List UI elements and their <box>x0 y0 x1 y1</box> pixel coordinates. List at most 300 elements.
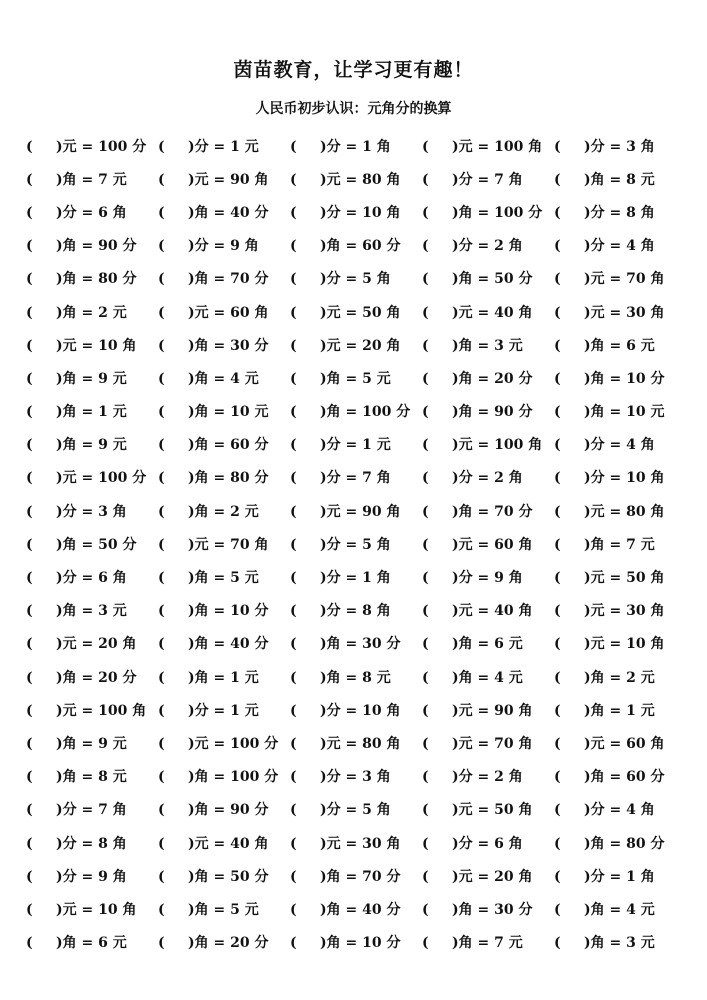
exercise-item <box>554 467 691 487</box>
answer-blank[interactable]: ( ) <box>26 337 63 354</box>
answer-blank[interactable]: ( ) <box>554 271 591 288</box>
answer-blank[interactable]: ( ) <box>422 802 459 819</box>
conversion-text: 分 = 1 角 <box>326 138 391 155</box>
answer-blank[interactable]: ( ) <box>422 337 459 354</box>
answer-blank[interactable]: ( ) <box>290 769 327 786</box>
answer-blank[interactable]: ( ) <box>26 138 63 155</box>
conversion-text: 分 = 7 角 <box>326 470 391 487</box>
exercise-item <box>290 302 422 322</box>
answer-blank[interactable]: ( ) <box>26 304 63 321</box>
conversion-text: 元 = 20 角 <box>62 636 137 653</box>
exercise-item <box>158 567 290 587</box>
answer-blank[interactable]: ( ) <box>422 204 459 221</box>
answer-blank[interactable]: ( ) <box>422 769 459 786</box>
answer-blank[interactable]: ( ) <box>290 503 327 520</box>
answer-blank[interactable]: ( ) <box>26 271 63 288</box>
exercise-item <box>290 534 422 554</box>
answer-blank[interactable]: ( ) <box>554 437 591 454</box>
exercise-item <box>290 169 422 189</box>
answer-blank[interactable]: ( ) <box>290 204 327 221</box>
answer-blank[interactable]: ( ) <box>554 370 591 387</box>
answer-blank[interactable]: ( ) <box>158 171 195 188</box>
exercise-row <box>26 627 691 660</box>
answer-blank[interactable]: ( ) <box>422 835 459 852</box>
conversion-text: 元 = 40 角 <box>194 835 269 852</box>
answer-blank[interactable]: ( ) <box>290 835 327 852</box>
answer-blank[interactable]: ( ) <box>26 437 63 454</box>
answer-blank[interactable]: ( ) <box>26 835 63 852</box>
answer-blank[interactable]: ( ) <box>290 603 327 620</box>
conversion-text: 分 = 5 角 <box>326 536 391 553</box>
answer-blank[interactable]: ( ) <box>158 901 195 918</box>
conversion-text: 分 = 10 角 <box>326 702 401 719</box>
answer-blank[interactable]: ( ) <box>290 238 327 255</box>
conversion-text: 分 = 10 角 <box>590 470 665 487</box>
answer-blank[interactable]: ( ) <box>158 702 195 719</box>
exercise-item <box>158 202 290 222</box>
exercise-item <box>422 136 554 156</box>
answer-blank[interactable]: ( ) <box>158 769 195 786</box>
conversion-text: 角 = 20 分 <box>458 370 533 387</box>
conversion-text: 角 = 10 元 <box>194 404 269 421</box>
answer-blank[interactable]: ( ) <box>158 503 195 520</box>
exercise-item <box>554 335 691 355</box>
answer-blank[interactable]: ( ) <box>554 570 591 587</box>
answer-blank[interactable]: ( ) <box>422 669 459 686</box>
answer-blank[interactable]: ( ) <box>422 470 459 487</box>
exercise-item <box>26 401 158 421</box>
answer-blank[interactable]: ( ) <box>26 603 63 620</box>
answer-blank[interactable]: ( ) <box>422 437 459 454</box>
exercise-item <box>422 434 554 454</box>
answer-blank[interactable]: ( ) <box>26 204 63 221</box>
conversion-text: 分 = 3 角 <box>590 138 655 155</box>
exercise-item <box>554 833 691 853</box>
worksheet-subtitle: 人民币初步认识：元角分的换算 <box>255 101 452 117</box>
exercise-item <box>554 501 691 521</box>
conversion-text: 角 = 10 元 <box>590 404 665 421</box>
conversion-text: 角 = 7 元 <box>62 171 127 188</box>
exercise-item <box>290 600 422 620</box>
exercise-item <box>290 235 422 255</box>
conversion-text: 元 = 70 角 <box>194 536 269 553</box>
answer-blank[interactable]: ( ) <box>422 271 459 288</box>
answer-blank[interactable]: ( ) <box>554 702 591 719</box>
conversion-text: 元 = 50 角 <box>590 570 665 587</box>
answer-blank[interactable]: ( ) <box>290 337 327 354</box>
answer-blank[interactable]: ( ) <box>290 470 327 487</box>
answer-blank[interactable]: ( ) <box>290 138 327 155</box>
exercise-row <box>26 926 691 959</box>
exercise-item <box>554 633 691 653</box>
exercise-item <box>26 467 158 487</box>
conversion-text: 元 = 100 分 <box>194 735 279 752</box>
answer-blank[interactable]: ( ) <box>422 636 459 653</box>
exercise-item <box>158 932 290 952</box>
answer-blank[interactable]: ( ) <box>290 735 327 752</box>
conversion-text: 角 = 10 分 <box>326 935 401 952</box>
conversion-text: 元 = 50 角 <box>458 802 533 819</box>
conversion-text: 角 = 60 分 <box>194 437 269 454</box>
answer-blank[interactable]: ( ) <box>158 570 195 587</box>
exercise-item <box>422 833 554 853</box>
answer-blank[interactable]: ( ) <box>290 437 327 454</box>
answer-blank[interactable]: ( ) <box>422 603 459 620</box>
conversion-text: 元 = 30 角 <box>326 835 401 852</box>
exercise-item <box>26 600 158 620</box>
page-title: 茵苗教育，让学习更有趣！ <box>233 59 474 81</box>
conversion-text: 角 = 3 元 <box>62 603 127 620</box>
conversion-text: 元 = 80 角 <box>326 735 401 752</box>
conversion-text: 元 = 100 分 <box>62 470 147 487</box>
conversion-text: 分 = 8 角 <box>326 603 391 620</box>
exercise-item <box>26 833 158 853</box>
answer-blank[interactable]: ( ) <box>554 171 591 188</box>
exercise-item <box>422 700 554 720</box>
conversion-text: 分 = 8 角 <box>62 835 127 852</box>
exercise-row <box>26 494 691 527</box>
exercise-item <box>26 667 158 687</box>
conversion-text: 元 = 100 角 <box>458 437 543 454</box>
exercise-item <box>290 799 422 819</box>
conversion-text: 分 = 7 角 <box>62 802 127 819</box>
conversion-text: 角 = 2 元 <box>62 304 127 321</box>
conversion-text: 分 = 4 角 <box>590 437 655 454</box>
answer-blank[interactable]: ( ) <box>158 603 195 620</box>
conversion-text: 角 = 1 元 <box>62 404 127 421</box>
answer-blank[interactable]: ( ) <box>290 370 327 387</box>
answer-blank[interactable]: ( ) <box>422 935 459 952</box>
answer-blank[interactable]: ( ) <box>554 669 591 686</box>
answer-blank[interactable]: ( ) <box>158 669 195 686</box>
exercise-item <box>290 700 422 720</box>
answer-blank[interactable]: ( ) <box>290 570 327 587</box>
exercise-item <box>554 202 691 222</box>
conversion-text: 分 = 4 角 <box>590 238 655 255</box>
answer-blank[interactable]: ( ) <box>422 138 459 155</box>
answer-blank[interactable]: ( ) <box>422 735 459 752</box>
exercise-item <box>554 567 691 587</box>
conversion-text: 角 = 5 元 <box>194 570 259 587</box>
exercise-item <box>290 335 422 355</box>
conversion-text: 元 = 10 角 <box>62 901 137 918</box>
exercise-item <box>26 501 158 521</box>
answer-blank[interactable]: ( ) <box>26 769 63 786</box>
exercise-item <box>290 467 422 487</box>
answer-blank[interactable]: ( ) <box>158 735 195 752</box>
answer-blank[interactable]: ( ) <box>158 271 195 288</box>
conversion-text: 角 = 40 分 <box>194 204 269 221</box>
answer-blank[interactable]: ( ) <box>26 802 63 819</box>
answer-blank[interactable]: ( ) <box>26 503 63 520</box>
answer-blank[interactable]: ( ) <box>554 238 591 255</box>
exercise-item <box>158 335 290 355</box>
conversion-text: 角 = 90 分 <box>194 802 269 819</box>
exercise-item <box>554 401 691 421</box>
exercise-item <box>290 501 422 521</box>
conversion-text: 分 = 1 角 <box>326 570 391 587</box>
exercise-row <box>26 793 691 826</box>
exercise-item <box>554 169 691 189</box>
answer-blank[interactable]: ( ) <box>26 470 63 487</box>
answer-blank[interactable]: ( ) <box>158 437 195 454</box>
exercise-item <box>158 368 290 388</box>
exercise-item <box>290 899 422 919</box>
conversion-text: 元 = 80 角 <box>590 503 665 520</box>
answer-blank[interactable]: ( ) <box>422 370 459 387</box>
answer-blank[interactable]: ( ) <box>554 536 591 553</box>
answer-blank[interactable]: ( ) <box>554 901 591 918</box>
exercise-item <box>554 799 691 819</box>
answer-blank[interactable]: ( ) <box>26 404 63 421</box>
exercise-item <box>158 700 290 720</box>
answer-blank[interactable]: ( ) <box>26 702 63 719</box>
conversion-text: 元 = 90 角 <box>194 171 269 188</box>
exercise-item <box>422 335 554 355</box>
conversion-text: 角 = 50 分 <box>194 868 269 885</box>
answer-blank[interactable]: ( ) <box>158 204 195 221</box>
answer-blank[interactable]: ( ) <box>158 404 195 421</box>
exercise-item <box>158 633 290 653</box>
conversion-text: 角 = 7 元 <box>458 935 523 952</box>
answer-blank[interactable]: ( ) <box>158 238 195 255</box>
answer-blank[interactable]: ( ) <box>26 901 63 918</box>
conversion-text: 角 = 4 元 <box>590 901 655 918</box>
exercise-item <box>422 799 554 819</box>
answer-blank[interactable]: ( ) <box>422 238 459 255</box>
conversion-text: 角 = 9 元 <box>62 735 127 752</box>
answer-blank[interactable]: ( ) <box>158 470 195 487</box>
exercise-item <box>26 633 158 653</box>
conversion-text: 元 = 30 角 <box>590 304 665 321</box>
exercise-item <box>26 302 158 322</box>
answer-blank[interactable]: ( ) <box>290 802 327 819</box>
conversion-text: 分 = 3 角 <box>62 503 127 520</box>
exercise-item <box>290 733 422 753</box>
conversion-text: 元 = 10 角 <box>590 636 665 653</box>
answer-blank[interactable]: ( ) <box>158 868 195 885</box>
answer-blank[interactable]: ( ) <box>158 304 195 321</box>
exercise-item <box>158 600 290 620</box>
exercise-item <box>422 899 554 919</box>
exercise-row <box>26 892 691 925</box>
answer-blank[interactable]: ( ) <box>554 636 591 653</box>
answer-blank[interactable]: ( ) <box>290 636 327 653</box>
conversion-text: 角 = 2 元 <box>194 503 259 520</box>
answer-blank[interactable]: ( ) <box>26 536 63 553</box>
exercise-row <box>26 295 691 328</box>
exercise-item <box>422 567 554 587</box>
answer-blank[interactable]: ( ) <box>26 238 63 255</box>
conversion-text: 分 = 2 角 <box>458 470 523 487</box>
exercise-item <box>290 368 422 388</box>
answer-blank[interactable]: ( ) <box>422 901 459 918</box>
answer-blank[interactable]: ( ) <box>290 536 327 553</box>
answer-blank[interactable]: ( ) <box>554 470 591 487</box>
answer-blank[interactable]: ( ) <box>26 669 63 686</box>
answer-blank[interactable]: ( ) <box>422 536 459 553</box>
answer-blank[interactable]: ( ) <box>422 868 459 885</box>
conversion-text: 角 = 8 元 <box>326 669 391 686</box>
answer-blank[interactable]: ( ) <box>290 868 327 885</box>
exercise-item <box>422 169 554 189</box>
conversion-text: 角 = 8 元 <box>62 769 127 786</box>
answer-blank[interactable]: ( ) <box>290 935 327 952</box>
exercise-item <box>158 866 290 886</box>
conversion-text: 角 = 90 分 <box>62 238 137 255</box>
exercise-row <box>26 395 691 428</box>
answer-blank[interactable]: ( ) <box>158 370 195 387</box>
exercise-item <box>26 136 158 156</box>
conversion-text: 角 = 70 分 <box>194 271 269 288</box>
answer-blank[interactable]: ( ) <box>554 735 591 752</box>
exercise-item <box>158 733 290 753</box>
exercise-row <box>26 162 691 195</box>
conversion-text: 分 = 1 元 <box>326 437 391 454</box>
answer-blank[interactable]: ( ) <box>554 337 591 354</box>
answer-blank[interactable]: ( ) <box>290 901 327 918</box>
exercise-item <box>26 567 158 587</box>
exercise-row <box>26 726 691 759</box>
conversion-text: 角 = 80 分 <box>590 835 665 852</box>
conversion-text: 分 = 1 角 <box>590 868 655 885</box>
exercise-row <box>26 760 691 793</box>
conversion-text: 角 = 6 元 <box>458 636 523 653</box>
exercise-item <box>290 667 422 687</box>
conversion-text: 元 = 50 角 <box>326 304 401 321</box>
answer-blank[interactable]: ( ) <box>290 669 327 686</box>
exercise-item <box>26 866 158 886</box>
answer-blank[interactable]: ( ) <box>26 735 63 752</box>
exercise-item <box>290 866 422 886</box>
exercise-item <box>422 401 554 421</box>
answer-blank[interactable]: ( ) <box>554 603 591 620</box>
answer-blank[interactable]: ( ) <box>26 171 63 188</box>
conversion-text: 角 = 60 分 <box>590 769 665 786</box>
conversion-text: 角 = 90 分 <box>458 404 533 421</box>
answer-blank[interactable]: ( ) <box>422 702 459 719</box>
answer-blank[interactable]: ( ) <box>554 868 591 885</box>
exercise-item <box>290 633 422 653</box>
answer-blank[interactable]: ( ) <box>26 370 63 387</box>
conversion-text: 角 = 60 分 <box>326 238 401 255</box>
conversion-text: 元 = 60 角 <box>194 304 269 321</box>
answer-blank[interactable]: ( ) <box>26 935 63 952</box>
answer-blank[interactable]: ( ) <box>554 404 591 421</box>
answer-blank[interactable]: ( ) <box>158 636 195 653</box>
answer-blank[interactable]: ( ) <box>158 138 195 155</box>
answer-blank[interactable]: ( ) <box>290 271 327 288</box>
conversion-text: 角 = 40 分 <box>326 901 401 918</box>
answer-blank[interactable]: ( ) <box>554 138 591 155</box>
conversion-text: 分 = 9 角 <box>194 238 259 255</box>
conversion-text: 分 = 3 角 <box>326 769 391 786</box>
exercise-item <box>158 401 290 421</box>
exercise-item <box>554 700 691 720</box>
answer-blank[interactable]: ( ) <box>290 304 327 321</box>
exercise-item <box>422 600 554 620</box>
answer-blank[interactable]: ( ) <box>290 404 327 421</box>
answer-blank[interactable]: ( ) <box>26 636 63 653</box>
exercise-row <box>26 560 691 593</box>
conversion-text: 元 = 70 角 <box>458 735 533 752</box>
conversion-text: 角 = 70 分 <box>326 868 401 885</box>
exercise-item <box>26 700 158 720</box>
answer-blank[interactable]: ( ) <box>554 204 591 221</box>
exercise-item <box>554 667 691 687</box>
exercise-item <box>422 633 554 653</box>
answer-blank[interactable]: ( ) <box>554 835 591 852</box>
answer-blank[interactable]: ( ) <box>290 171 327 188</box>
exercise-item <box>26 169 158 189</box>
exercise-item <box>290 401 422 421</box>
exercise-item <box>422 302 554 322</box>
conversion-text: 元 = 20 角 <box>458 868 533 885</box>
answer-blank[interactable]: ( ) <box>158 835 195 852</box>
conversion-text: 角 = 3 元 <box>458 337 523 354</box>
conversion-text: 角 = 1 元 <box>590 702 655 719</box>
conversion-text: 分 = 9 角 <box>458 570 523 587</box>
answer-blank[interactable]: ( ) <box>422 304 459 321</box>
conversion-text: 分 = 4 角 <box>590 802 655 819</box>
answer-blank[interactable]: ( ) <box>158 802 195 819</box>
exercise-item <box>554 268 691 288</box>
conversion-text: 角 = 70 分 <box>458 503 533 520</box>
exercise-grid <box>26 129 691 959</box>
answer-blank[interactable]: ( ) <box>554 769 591 786</box>
answer-blank[interactable]: ( ) <box>554 304 591 321</box>
answer-blank[interactable]: ( ) <box>26 570 63 587</box>
conversion-text: 元 = 60 角 <box>590 735 665 752</box>
answer-blank[interactable]: ( ) <box>422 171 459 188</box>
answer-blank[interactable]: ( ) <box>158 935 195 952</box>
exercise-item <box>554 136 691 156</box>
conversion-text: 分 = 6 角 <box>62 204 127 221</box>
exercise-item <box>158 501 290 521</box>
conversion-text: 分 = 1 元 <box>194 702 259 719</box>
exercise-item <box>554 866 691 886</box>
exercise-row <box>26 262 691 295</box>
answer-blank[interactable]: ( ) <box>158 337 195 354</box>
exercise-item <box>158 667 290 687</box>
answer-blank[interactable]: ( ) <box>554 935 591 952</box>
conversion-text: 角 = 100 分 <box>458 204 543 221</box>
answer-blank[interactable]: ( ) <box>290 702 327 719</box>
exercise-row <box>26 660 691 693</box>
exercise-item <box>26 434 158 454</box>
conversion-text: 角 = 8 元 <box>590 171 655 188</box>
conversion-text: 元 = 40 角 <box>458 603 533 620</box>
exercise-item <box>26 799 158 819</box>
answer-blank[interactable]: ( ) <box>26 868 63 885</box>
conversion-text: 分 = 5 角 <box>326 802 391 819</box>
exercise-item <box>554 600 691 620</box>
answer-blank[interactable]: ( ) <box>554 503 591 520</box>
answer-blank[interactable]: ( ) <box>158 536 195 553</box>
exercise-row <box>26 594 691 627</box>
conversion-text: 角 = 80 分 <box>194 470 269 487</box>
answer-blank[interactable]: ( ) <box>554 802 591 819</box>
exercise-item <box>422 268 554 288</box>
exercise-row <box>26 195 691 228</box>
answer-blank[interactable]: ( ) <box>422 404 459 421</box>
answer-blank[interactable]: ( ) <box>422 503 459 520</box>
answer-blank[interactable]: ( ) <box>422 570 459 587</box>
conversion-text: 角 = 9 元 <box>62 370 127 387</box>
exercise-item <box>158 136 290 156</box>
exercise-item <box>26 899 158 919</box>
conversion-text: 分 = 9 角 <box>62 868 127 885</box>
